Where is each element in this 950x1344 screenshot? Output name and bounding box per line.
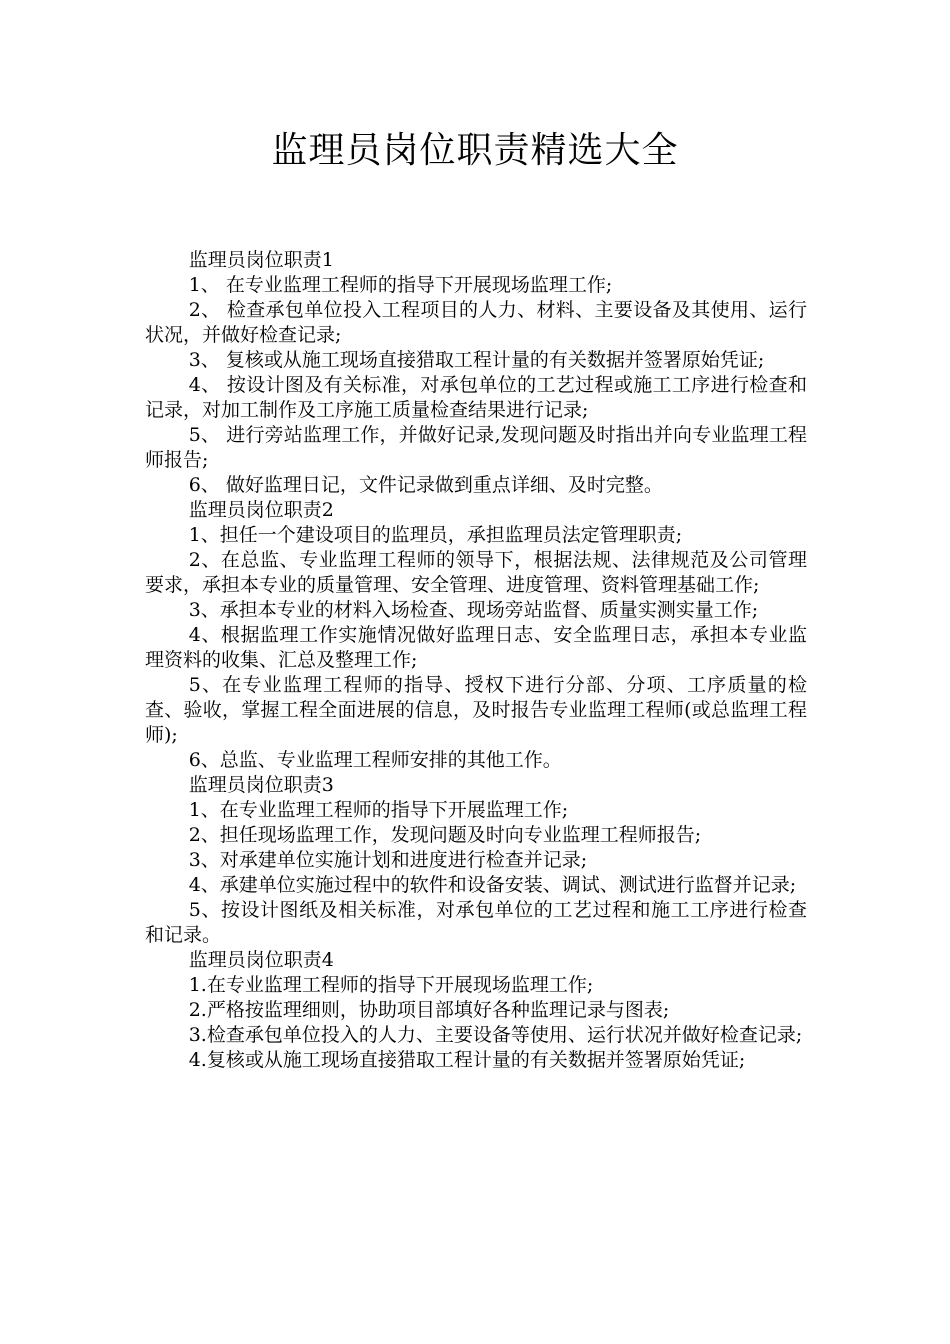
document-title: 监理员岗位职责精选大全	[271, 130, 679, 171]
paragraph: 3、 复核或从施工现场直接猎取工程计量的有关数据并签署原始凭证;	[188, 349, 765, 371]
paragraph: 5、按设计图纸及相关标准，对承包单位的工艺过程和施工工序进行检查和记录。	[145, 899, 807, 946]
paragraph: 4、根据监理工作实施情况做好监理日志、安全监理日志，承担本专业监理资料的收集、汇总及整理工作;	[145, 624, 807, 671]
paragraph: 6、总监、专业监理工程师安排的其他工作。	[188, 749, 562, 771]
paragraph: 1、担任一个建设项目的监理员，承担监理员法定管理职责;	[188, 524, 683, 546]
paragraph: 6、 做好监理日记，文件记录做到重点详细、及时完整。	[188, 474, 663, 496]
paragraph: 2.严格按监理细则，协助项目部填好各种监理记录与图表;	[188, 999, 670, 1021]
paragraph: 2、 检查承包单位投入工程项目的人力、材料、主要设备及其使用、运行状况，并做好检查记录;	[145, 299, 807, 346]
paragraph: 4.复核或从施工现场直接猎取工程计量的有关数据并签署原始凭证;	[188, 1049, 746, 1071]
section-heading: 监理员岗位职责3	[188, 774, 334, 796]
paragraph: 1.在专业监理工程师的指导下开展现场监理工作;	[188, 974, 594, 996]
document-body	[145, 248, 807, 1073]
paragraph: 5、 进行旁站监理工作，并做好记录,发现问题及时指出并向专业监理工程师报告;	[145, 424, 807, 471]
paragraph: 1、 在专业监理工程师的指导下开展现场监理工作;	[188, 274, 613, 296]
paragraph: 3、承担本专业的材料入场检查、现场旁站监督、质量实测实量工作;	[188, 599, 759, 621]
section-heading: 监理员岗位职责1	[188, 249, 334, 271]
paragraph: 2、担任现场监理工作，发现问题及时向专业监理工程师报告;	[188, 824, 702, 846]
paragraph: 3、对承建单位实施计划和进度进行检查并记录;	[188, 849, 588, 871]
paragraph: 5、在专业监理工程师的指导、授权下进行分部、分项、工序质量的检查、验收，掌握工程全面进展的信息，及时报告专业监理工程师(或总监理工程师);	[145, 674, 807, 746]
section-heading: 监理员岗位职责2	[188, 499, 334, 521]
paragraph: 2、在总监、专业监理工程师的领导下，根据法规、法律规范及公司管理要求，承担本专业的质量管理、安全管理、进度管理、资料管理基础工作;	[145, 549, 807, 596]
section-heading: 监理员岗位职责4	[188, 949, 334, 971]
paragraph: 4、承建单位实施过程中的软件和设备安装、调试、测试进行监督并记录;	[188, 874, 797, 896]
paragraph: 4、 按设计图及有关标准，对承包单位的工艺过程或施工工序进行检查和记录，对加工制作及工序施工质量检查结果进行记录;	[145, 374, 807, 421]
paragraph: 3.检查承包单位投入的人力、主要设备等使用、运行状况并做好检查记录;	[188, 1024, 803, 1046]
paragraph: 1、在专业监理工程师的指导下开展监理工作;	[188, 799, 569, 821]
